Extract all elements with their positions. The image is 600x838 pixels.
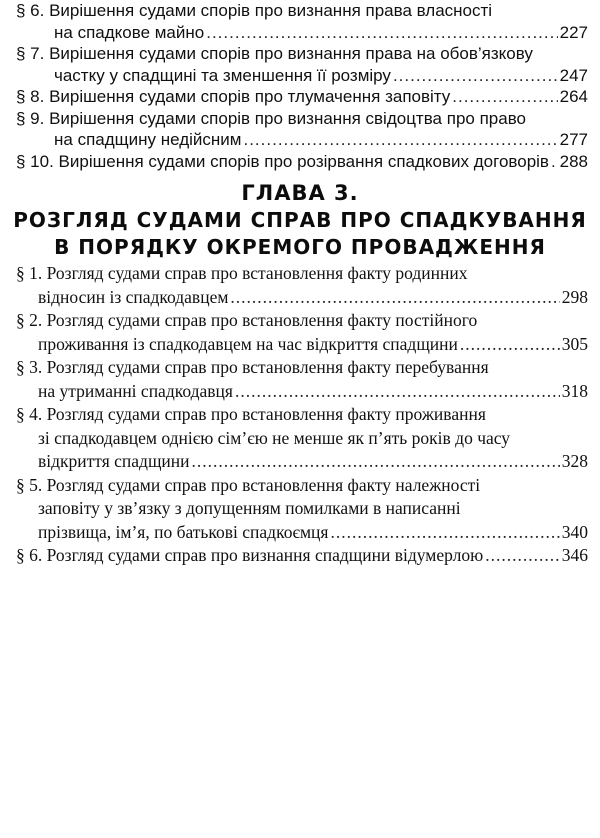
toc-entry-text: на спадкове майно: [54, 22, 205, 42]
dot-leader: [235, 380, 560, 404]
dot-leader: [393, 65, 558, 87]
toc-page-number: 277: [559, 130, 588, 149]
toc-entry-line: [0, 129, 600, 151]
dot-leader: [460, 333, 560, 357]
toc-entry-line: § 5. Розгляд судами справ про встановлення факту належності: [16, 474, 481, 495]
toc-entry-line: зі спадкодавцем однією сім’єю не менше як п’ять років до часу: [38, 427, 511, 448]
chapter-heading: [0, 180, 600, 261]
dot-leader: [551, 151, 558, 173]
toc-entry-line: § 7. Вирішення судами спорів про визнання права на обов’язкову: [16, 44, 533, 63]
dot-leader: [485, 544, 560, 568]
toc-page-number: 340: [561, 521, 588, 542]
toc-entry-line: § 3. Розгляд судами справ про встановлення факту перебування: [16, 357, 489, 377]
toc-entry-line: § 1. Розгляд судами справ про встановлення факту родинних: [16, 263, 468, 283]
toc-entry-line: [0, 286, 600, 310]
toc-entry-line: [0, 450, 600, 474]
dot-leader: [243, 129, 557, 151]
toc-entry-text: на спадщину недійсним: [54, 130, 242, 149]
toc-entry[interactable]: [0, 86, 600, 108]
toc-entry[interactable]: [0, 151, 600, 173]
toc-entry-line: [0, 333, 600, 357]
toc-page-number: 264: [559, 87, 588, 106]
dot-leader: [192, 450, 560, 474]
chapter-title-line-1: РОЗГЛЯД СУДАМИ СПРАВ ПРО СПАДКУВАННЯ: [13, 208, 587, 232]
toc-section-chapter-3: [0, 262, 600, 568]
dot-leader: [230, 286, 559, 310]
chapter-number: ГЛАВА 3.: [241, 181, 359, 205]
toc-entry-text: на утриманні спадкодавця: [38, 380, 233, 401]
toc-page-number: 305: [561, 333, 588, 354]
toc-entry-text: прізвища, ім’я, по батькові спадкоємця: [38, 521, 329, 542]
toc-entry[interactable]: [0, 108, 600, 151]
toc-page-number: 247: [559, 65, 588, 85]
toc-entry[interactable]: [0, 0, 600, 43]
toc-entry-line: [0, 86, 600, 108]
toc-page-number: 346: [561, 545, 588, 565]
toc-entry-line: § 4. Розгляд судами справ про встановлення факту проживання: [16, 404, 486, 424]
toc-entry[interactable]: [0, 544, 600, 568]
toc-page-number: 227: [559, 22, 588, 42]
toc-page-number: 318: [561, 380, 588, 401]
dot-leader: [452, 86, 557, 108]
toc-page-number: 298: [561, 286, 588, 307]
toc-entry-line: [0, 544, 600, 568]
toc-section-chapter-2: [0, 0, 600, 172]
toc-page-number: 328: [561, 451, 588, 471]
toc-entry[interactable]: [0, 356, 600, 403]
dot-leader: [330, 521, 559, 545]
toc-entry-line: [0, 380, 600, 404]
toc-entry[interactable]: [0, 403, 600, 474]
toc-entry-text: частку у спадщині та зменшення її розміру: [54, 65, 391, 85]
toc-entry-text: § 8. Вирішення судами спорів про тлумачення заповіту: [16, 87, 451, 106]
toc-page-number: 288: [559, 151, 588, 171]
toc-entry-line: заповіту у зв’язку з допущенням помилками в написанні: [38, 498, 461, 518]
toc-entry[interactable]: [0, 309, 600, 356]
toc-entry-line: § 9. Вирішення судами спорів про визнання свідоцтва про право: [16, 108, 526, 128]
toc-entry-text: § 6. Розгляд судами справ про визнання спадщини відумерлою: [16, 545, 484, 565]
dot-leader: [206, 22, 557, 44]
toc-entry-line: § 6. Вирішення судами спорів про визнання права власності: [16, 1, 493, 20]
toc-entry-line: [0, 521, 600, 545]
toc-entry-text: відкриття спадщини: [38, 451, 190, 471]
toc-entry-text: проживання із спадкодавцем на час відкриття спадщини: [38, 333, 458, 354]
toc-entry-text: § 10. Вирішення судами спорів про розірвання спадкових договорів: [16, 151, 549, 171]
toc-entry-line: [0, 151, 600, 173]
toc-entry[interactable]: [0, 474, 600, 545]
toc-entry-line: § 2. Розгляд судами справ про встановлення факту постійного: [16, 310, 478, 330]
toc-entry-text: відносин із спадкодавцем: [38, 286, 229, 307]
toc-entry-line: [0, 22, 600, 44]
toc-entry[interactable]: [0, 43, 600, 86]
chapter-title-line-2: В ПОРЯДКУ ОКРЕМОГО ПРОВАДЖЕННЯ: [54, 235, 546, 259]
toc-entry[interactable]: [0, 262, 600, 309]
toc-entry-line: [0, 65, 600, 87]
